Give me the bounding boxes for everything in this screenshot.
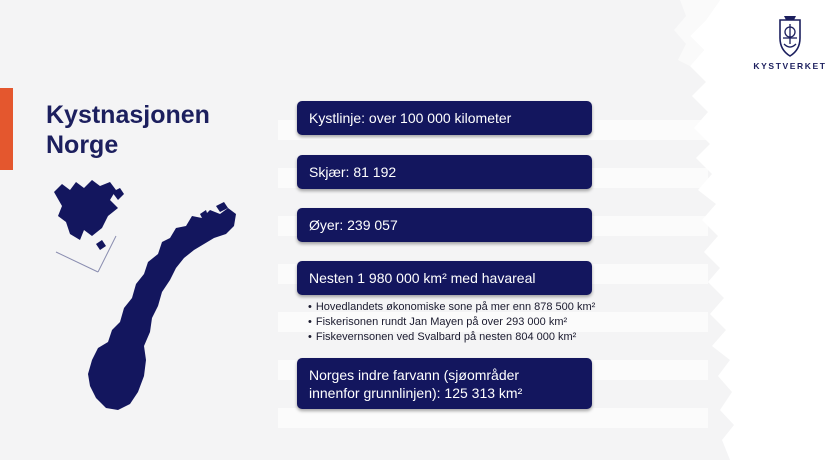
- fact-skerries-text: Skjær: 81 192: [309, 164, 397, 180]
- kystverket-logo: [748, 14, 832, 76]
- list-item: • Fiskerisonen rundt Jan Mayen på over 293 000 km²: [308, 315, 648, 330]
- fact-inner-waters-line2: innenfor grunnlinjen): 125 313 km²: [309, 385, 523, 401]
- title-line-2: Norge: [46, 131, 119, 159]
- brand-name: KYSTVERKET: [753, 61, 827, 71]
- fact-sea-area-text: Nesten 1 980 000 km² med havareal: [309, 270, 536, 286]
- fact-coastline: [297, 101, 592, 135]
- list-item: • Fiskevernsonen ved Svalbard på nesten 804 000 km²: [308, 330, 648, 345]
- fact-sea-area: [297, 261, 592, 295]
- title-line-1: Kystnasjonen: [46, 101, 210, 129]
- sea-area-details: [308, 300, 648, 345]
- accent-bar: [0, 88, 13, 170]
- shield-crest-icon: [748, 14, 832, 60]
- fact-islands: [297, 208, 592, 242]
- fact-coastline-text: Kystlinje: over 100 000 kilometer: [309, 110, 512, 126]
- norway-map: [40, 170, 250, 430]
- fact-skerries: [297, 155, 592, 189]
- fact-inner-waters-line1: Norges indre farvann (sjøområder: [309, 367, 520, 383]
- fact-islands-text: Øyer: 239 057: [309, 217, 398, 233]
- list-item: • Hovedlandets økonomiske sone på mer enn 878 500 km²: [308, 300, 648, 315]
- fact-inner-waters: [297, 358, 592, 409]
- slide-title: [46, 100, 266, 160]
